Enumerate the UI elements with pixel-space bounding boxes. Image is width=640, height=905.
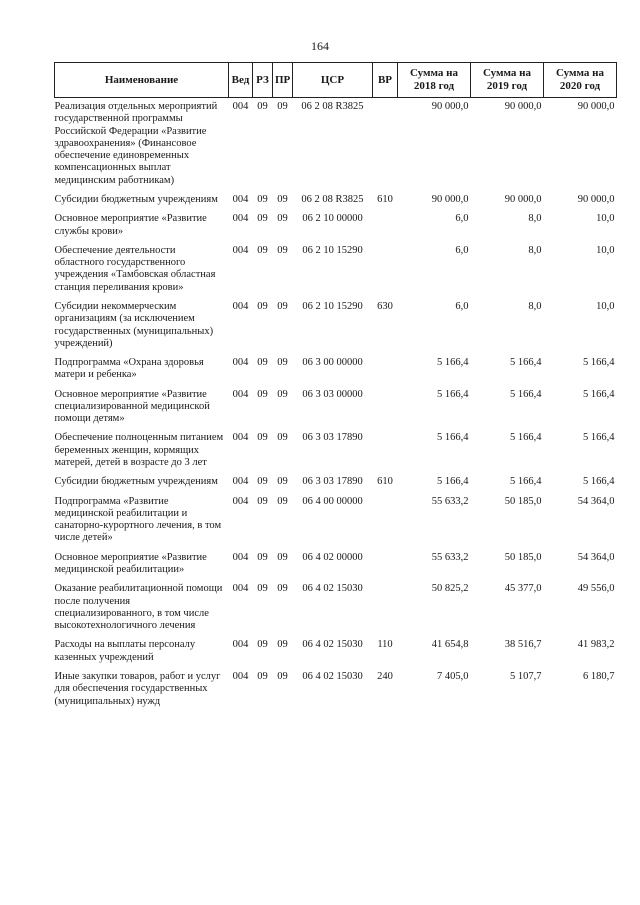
header-ved: Вед xyxy=(229,63,253,98)
table-row xyxy=(55,432,617,476)
cell-vr: 610 xyxy=(377,476,393,488)
table-row xyxy=(55,301,617,357)
cell-sum-2019: 8,0 xyxy=(528,300,542,312)
cell-ved: 004 xyxy=(232,495,249,507)
cell-pr: 09 xyxy=(277,300,288,312)
cell-vr: 110 xyxy=(377,639,393,651)
cell-sum-2018: 5 166,4 xyxy=(437,432,469,444)
table-row xyxy=(55,98,617,194)
cell-pr: 09 xyxy=(277,670,288,682)
cell-name: Субсидии бюджетным учреждениям xyxy=(54,476,218,488)
header-pr: ПР xyxy=(273,63,293,98)
cell-sum-2019: 8,0 xyxy=(528,244,542,256)
table-row xyxy=(55,552,617,584)
table-row xyxy=(55,496,617,552)
cell-pr: 09 xyxy=(277,551,288,563)
cell-vr: 610 xyxy=(377,193,393,205)
cell-vr xyxy=(373,357,398,389)
table-row xyxy=(55,671,617,715)
cell-rz: 09 xyxy=(257,583,268,595)
cell-csr: 06 4 02 15030 xyxy=(302,583,363,595)
cell-sum-2019: 90 000,0 xyxy=(504,101,542,112)
header-sum-2018: Сумма на 2018 год xyxy=(398,63,471,98)
cell-pr: 09 xyxy=(277,432,288,444)
cell-name: Основное мероприятие «Развитие специализированной медицинской помощи детям» xyxy=(54,388,210,425)
cell-sum-2019: 45 377,0 xyxy=(504,583,542,595)
cell-sum-2020: 49 556,0 xyxy=(577,583,615,595)
cell-vr: 630 xyxy=(377,300,393,312)
cell-csr: 06 2 08 R3825 xyxy=(301,193,364,205)
cell-csr: 06 4 02 15030 xyxy=(302,670,363,682)
cell-sum-2019: 90 000,0 xyxy=(504,193,542,205)
table-header-row xyxy=(55,63,617,98)
cell-sum-2020: 41 983,2 xyxy=(577,639,615,651)
cell-sum-2019: 5 166,4 xyxy=(510,388,542,400)
cell-vr xyxy=(373,552,398,584)
cell-csr: 06 2 10 15290 xyxy=(302,300,363,312)
cell-name: Подпрограмма «Развитие медицинской реабилитации и санаторно-курортного лечения, в том числе детей» xyxy=(54,495,222,544)
cell-sum-2018: 90 000,0 xyxy=(431,193,469,205)
cell-name: Оказание реабилитационной помощи после получения специализированного, в том числе высокотехнологичного лечения xyxy=(54,583,223,632)
cell-ved: 004 xyxy=(232,583,249,595)
cell-name: Обеспечение полноценным питанием беременных женщин, кормящих матерей, детей в возрасте до 3 лет xyxy=(54,432,224,469)
cell-sum-2018: 41 654,8 xyxy=(431,639,469,651)
cell-rz: 09 xyxy=(257,670,268,682)
cell-sum-2020: 10,0 xyxy=(596,244,615,256)
cell-rz: 09 xyxy=(257,551,268,563)
cell-ved: 004 xyxy=(232,388,249,400)
cell-csr: 06 3 00 00000 xyxy=(302,357,363,369)
cell-sum-2020: 5 166,4 xyxy=(583,476,615,488)
cell-name: Субсидии некоммерческим организациям (за исключением государственных (муниципальных) учреждений) xyxy=(54,300,214,349)
cell-ved: 004 xyxy=(232,213,249,225)
cell-csr: 06 3 03 00000 xyxy=(302,388,363,400)
page-number: 164 xyxy=(311,39,329,53)
cell-sum-2018: 6,0 xyxy=(455,300,469,312)
cell-csr: 06 3 03 17890 xyxy=(302,432,363,444)
cell-name: Реализация отдельных мероприятий государственной программы Российской Федерации «Развитие здравоохранения» (Финансовое обеспечение единовременных компенсационных выплат медицинским работникам) xyxy=(54,101,218,186)
cell-sum-2020: 5 166,4 xyxy=(583,388,615,400)
cell-name: Иные закупки товаров, работ и услуг для обеспечения государственных (муниципальных) нужд xyxy=(54,670,221,707)
cell-rz: 09 xyxy=(257,101,268,112)
cell-pr: 09 xyxy=(277,639,288,651)
cell-sum-2019: 5 166,4 xyxy=(510,357,542,369)
cell-pr: 09 xyxy=(277,213,288,225)
cell-sum-2019: 38 516,7 xyxy=(504,639,542,651)
cell-vr xyxy=(373,213,398,245)
cell-ved: 004 xyxy=(232,670,249,682)
cell-ved: 004 xyxy=(232,244,249,256)
cell-ved: 004 xyxy=(232,357,249,369)
cell-csr: 06 4 00 00000 xyxy=(302,495,363,507)
cell-sum-2019: 5 166,4 xyxy=(510,476,542,488)
cell-rz: 09 xyxy=(257,476,268,488)
cell-rz: 09 xyxy=(257,639,268,651)
header-vr: ВР xyxy=(373,63,398,98)
table-row xyxy=(55,639,617,671)
cell-ved: 004 xyxy=(232,300,249,312)
cell-sum-2018: 55 633,2 xyxy=(431,495,469,507)
cell-pr: 09 xyxy=(277,495,288,507)
cell-sum-2020: 90 000,0 xyxy=(577,101,615,112)
cell-sum-2018: 6,0 xyxy=(455,244,469,256)
table-row xyxy=(55,357,617,389)
cell-csr: 06 4 02 15030 xyxy=(302,639,363,651)
cell-sum-2020: 90 000,0 xyxy=(577,193,615,205)
cell-sum-2020: 5 166,4 xyxy=(583,357,615,369)
table-row xyxy=(55,194,617,213)
cell-vr xyxy=(373,496,398,552)
cell-rz: 09 xyxy=(257,193,268,205)
cell-rz: 09 xyxy=(257,357,268,369)
cell-ved: 004 xyxy=(232,193,249,205)
cell-name: Основное мероприятие «Развитие службы крови» xyxy=(54,213,207,237)
cell-sum-2018: 55 633,2 xyxy=(431,551,469,563)
cell-ved: 004 xyxy=(232,101,249,112)
cell-pr: 09 xyxy=(277,193,288,205)
cell-csr: 06 4 02 00000 xyxy=(302,551,363,563)
cell-sum-2020: 54 364,0 xyxy=(577,495,615,507)
cell-rz: 09 xyxy=(257,388,268,400)
cell-name: Расходы на выплаты персоналу казенных учреждений xyxy=(54,639,196,663)
budget-table xyxy=(54,62,617,715)
cell-csr: 06 3 03 17890 xyxy=(302,476,363,488)
cell-sum-2018: 5 166,4 xyxy=(437,388,469,400)
table-row xyxy=(55,476,617,495)
cell-vr xyxy=(373,98,398,194)
cell-rz: 09 xyxy=(257,432,268,444)
header-sum-2019: Сумма на 2019 год xyxy=(471,63,544,98)
cell-ved: 004 xyxy=(232,476,249,488)
cell-rz: 09 xyxy=(257,244,268,256)
cell-name: Обеспечение деятельности областного государственного учреждения «Тамбовская областная станция переливания крови» xyxy=(54,244,216,293)
cell-rz: 09 xyxy=(257,495,268,507)
table-row xyxy=(55,245,617,301)
cell-rz: 09 xyxy=(257,213,268,225)
header-sum-2020: Сумма на 2020 год xyxy=(544,63,617,98)
header-csr: ЦСР xyxy=(293,63,373,98)
cell-sum-2019: 50 185,0 xyxy=(504,495,542,507)
cell-sum-2019: 5 166,4 xyxy=(510,432,542,444)
table-row xyxy=(55,213,617,245)
cell-name: Субсидии бюджетным учреждениям xyxy=(54,193,218,205)
cell-sum-2020: 54 364,0 xyxy=(577,551,615,563)
table-row xyxy=(55,389,617,433)
cell-vr xyxy=(373,583,398,639)
cell-sum-2019: 5 107,7 xyxy=(510,670,542,682)
cell-sum-2019: 8,0 xyxy=(528,213,542,225)
cell-csr: 06 2 08 R3825 xyxy=(301,101,364,112)
cell-ved: 004 xyxy=(232,432,249,444)
cell-sum-2020: 10,0 xyxy=(596,300,615,312)
cell-name: Подпрограмма «Охрана здоровья матери и ребенка» xyxy=(54,357,204,381)
header-rz: РЗ xyxy=(253,63,273,98)
cell-sum-2018: 90 000,0 xyxy=(431,101,469,112)
cell-csr: 06 2 10 00000 xyxy=(302,213,363,225)
cell-pr: 09 xyxy=(277,583,288,595)
header-name: Наименование xyxy=(55,63,229,98)
cell-ved: 004 xyxy=(232,639,249,651)
table-row xyxy=(55,583,617,639)
cell-vr xyxy=(373,432,398,476)
cell-name: Основное мероприятие «Развитие медицинской реабилитации» xyxy=(54,551,207,575)
cell-pr: 09 xyxy=(277,476,288,488)
cell-sum-2019: 50 185,0 xyxy=(504,551,542,563)
cell-rz: 09 xyxy=(257,300,268,312)
cell-pr: 09 xyxy=(277,101,288,112)
cell-vr xyxy=(373,389,398,433)
cell-ved: 004 xyxy=(232,551,249,563)
cell-sum-2020: 6 180,7 xyxy=(583,670,615,682)
cell-pr: 09 xyxy=(277,388,288,400)
cell-sum-2018: 5 166,4 xyxy=(437,357,469,369)
cell-pr: 09 xyxy=(277,244,288,256)
cell-sum-2020: 10,0 xyxy=(596,213,615,225)
cell-sum-2018: 5 166,4 xyxy=(437,476,469,488)
cell-pr: 09 xyxy=(277,357,288,369)
cell-sum-2018: 6,0 xyxy=(455,213,469,225)
cell-sum-2018: 7 405,0 xyxy=(437,670,469,682)
cell-vr: 240 xyxy=(377,670,393,682)
cell-vr xyxy=(373,245,398,301)
cell-csr: 06 2 10 15290 xyxy=(302,244,363,256)
cell-sum-2020: 5 166,4 xyxy=(583,432,615,444)
table-body xyxy=(55,98,617,715)
cell-sum-2018: 50 825,2 xyxy=(431,583,469,595)
